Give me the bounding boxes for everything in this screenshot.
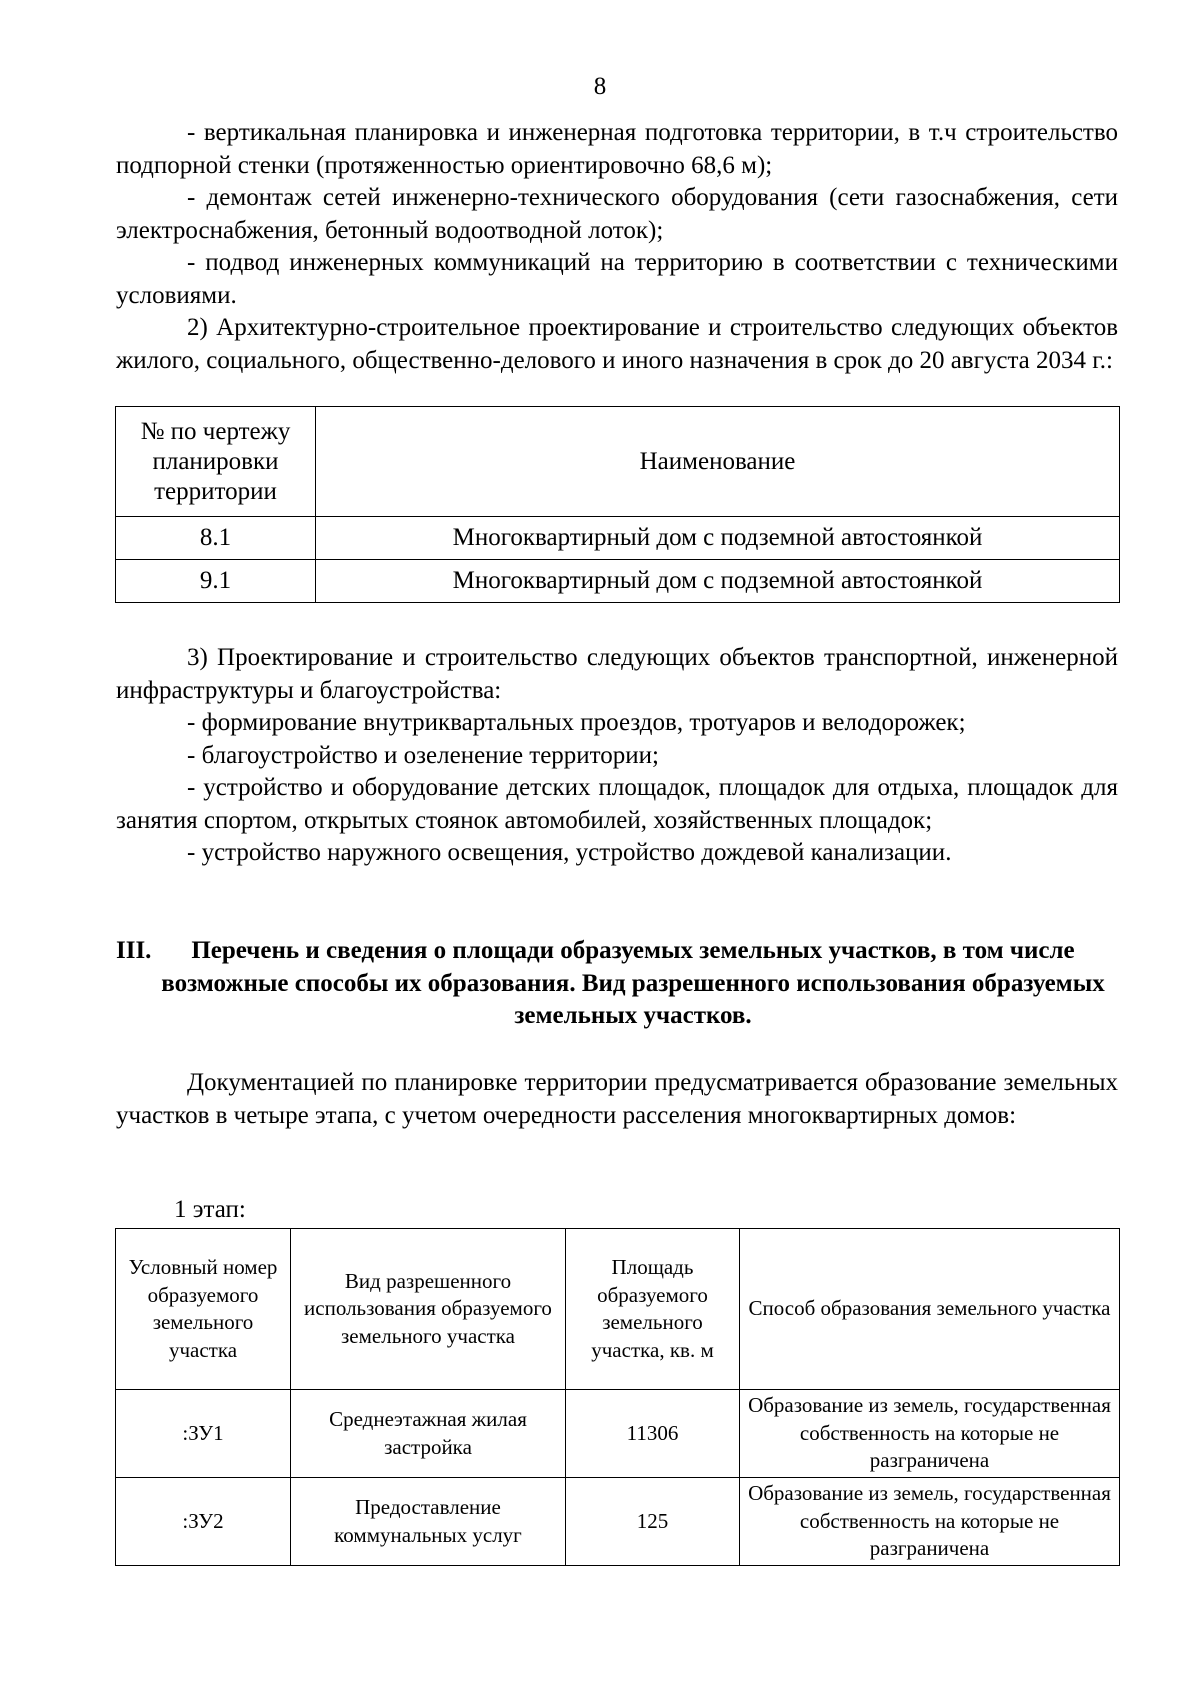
section-paragraph-block — [116, 1067, 1118, 1132]
table-cell: Многоквартирный дом с подземной автостоянкой — [316, 517, 1120, 560]
list-item: - формирование внутриквартальных проездов, тротуаров и велодорожек; — [187, 709, 966, 736]
table-header-row — [116, 407, 1120, 517]
table-cell: 125 — [566, 1478, 740, 1566]
table-row — [116, 1390, 1120, 1478]
item-3-paragraph: 3) Проектирование и строительство следующих объектов транспортной, инженерной инфраструктуры и благоустройства: — [116, 644, 1118, 704]
objects-table — [115, 406, 1120, 603]
section-number: III. — [116, 937, 152, 964]
table-cell: Среднеэтажная жилая застройка — [291, 1390, 566, 1478]
table-cell: Образование из земель, государственная собственность на которые не разграничена — [740, 1390, 1120, 1478]
item-2-paragraph: 2) Архитектурно-строительное проектирование и строительство следующих объектов жилого, социального, общественно-делового и иного назначения в срок до 20 августа 2034 г.: — [116, 314, 1118, 374]
stage-label: 1 этап: — [174, 1196, 246, 1223]
table-cell: :ЗУ1 — [116, 1390, 291, 1478]
list-item: - благоустройство и озеленение территории; — [187, 741, 659, 769]
section-paragraph: Документацией по планировке территории предусматривается образование земельных участков в четыре этапа, с учетом очередности расселения многоквартирных домов: — [116, 1069, 1118, 1129]
column-header: Площадь образуемого земельного участка, кв. м — [566, 1229, 740, 1390]
intro-item: - вертикальная планировка и инженерная подготовка территории, в т.ч строительство подпорной стенки (протяженностью ориентировочно 68,6 м); — [116, 119, 1118, 179]
item-3-block — [116, 642, 1118, 870]
section-heading — [116, 935, 1120, 1033]
column-header: № по чертежу планировки территории — [116, 407, 316, 517]
intro-item: - демонтаж сетей инженерно-технического оборудования (сети газоснабжения, сети электроснабжения, бетонный водоотводной лоток); — [116, 184, 1118, 244]
column-header: Вид разрешенного использования образуемого земельного участка — [291, 1229, 566, 1390]
plots-table — [115, 1228, 1120, 1566]
list-item: - устройство и оборудование детских площадок, площадок для отдыха, площадок для занятия спортом, открытых стоянок автомобилей, хозяйственных площадок; — [116, 774, 1118, 834]
page-number: 8 — [593, 73, 607, 100]
column-header: Наименование — [316, 407, 1120, 517]
section-title: Перечень и сведения о площади образуемых земельных участков, в том числе возможные способы их образования. Вид разрешенного использования образуемых земельных участков. — [161, 937, 1105, 1029]
table-row — [116, 560, 1120, 603]
table-cell: :ЗУ2 — [116, 1478, 291, 1566]
table-row — [116, 1478, 1120, 1566]
column-header: Способ образования земельного участка — [740, 1229, 1120, 1390]
list-item: - устройство наружного освещения, устройство дождевой канализации. — [187, 839, 952, 866]
table-cell: 8.1 — [116, 517, 316, 560]
table-cell: Образование из земель, государственная собственность на которые не разграничена — [740, 1478, 1120, 1566]
column-header: Условный номер образуемого земельного участка — [116, 1229, 291, 1390]
table-cell: 9.1 — [116, 560, 316, 603]
table-cell: 11306 — [566, 1390, 740, 1478]
intro-list — [116, 117, 1118, 377]
table-cell: Предоставление коммунальных услуг — [291, 1478, 566, 1566]
table-header-row — [116, 1229, 1120, 1390]
table-cell: Многоквартирный дом с подземной автостоянкой — [316, 560, 1120, 603]
intro-item: - подвод инженерных коммуникаций на территорию в соответствии с техническими условиями. — [116, 249, 1118, 309]
table-row — [116, 517, 1120, 560]
